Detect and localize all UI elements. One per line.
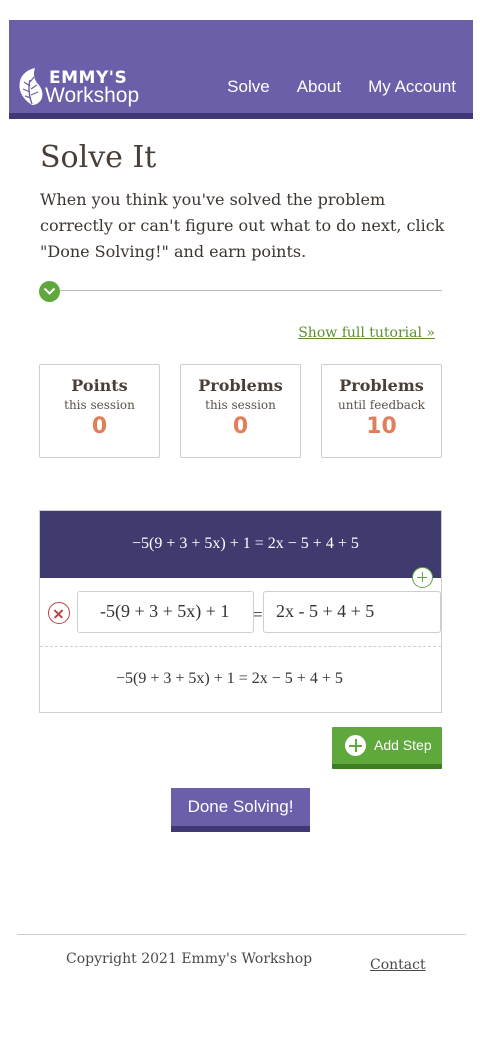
nav-my-account[interactable]: My Account <box>368 77 456 96</box>
show-tutorial-link[interactable]: Show full tutorial » <box>298 325 435 341</box>
plus-circle-icon <box>345 735 366 756</box>
page-title: Solve It <box>40 140 157 175</box>
site-header <box>9 20 473 119</box>
stat-title: Problems <box>198 376 283 395</box>
stat-card-problems-session <box>180 364 301 458</box>
add-step-label: Add Step <box>374 737 432 753</box>
footer-divider <box>17 934 466 935</box>
progress-track <box>40 290 442 291</box>
problem-workspace <box>39 510 442 713</box>
intro-text: When you think you've solved the problem correctly or can't figure out what to do next, click "Done Solving!" and earn points. <box>40 190 445 261</box>
stat-value: 10 <box>366 414 397 439</box>
step-right-input[interactable] <box>263 591 441 633</box>
equals-sign: = <box>253 605 263 624</box>
stat-card-points <box>39 364 160 458</box>
chevron-down-icon <box>43 286 56 296</box>
step-left-input[interactable] <box>77 591 254 633</box>
step-right-value: 2x - 5 + 4 + 5 <box>276 601 375 621</box>
main-nav <box>200 77 456 97</box>
stat-title: Problems <box>339 376 424 395</box>
nav-solve[interactable]: Solve <box>227 77 270 96</box>
stat-value: 0 <box>91 414 108 439</box>
step-preview: −5(9 + 3 + 5x) + 1 = 2x − 5 + 4 + 5 <box>116 670 343 687</box>
add-step-button[interactable] <box>332 727 442 769</box>
leaf-logo-icon <box>15 68 49 106</box>
stat-subtitle: until feedback <box>338 398 425 412</box>
stat-title: Points <box>71 376 128 395</box>
step-left-value: -5(9 + 3 + 5x) + 1 <box>100 601 230 621</box>
stat-subtitle: this session <box>64 398 135 412</box>
footer-copyright: Copyright 2021 Emmy's Workshop <box>66 951 313 967</box>
nav-about[interactable]: About <box>296 77 342 96</box>
done-solving-button[interactable]: Done Solving! <box>171 788 310 832</box>
logo-text-top: EMMY'S <box>49 68 128 88</box>
step-row <box>40 578 441 647</box>
stat-subtitle: this session <box>205 398 276 412</box>
progress-chevron-icon[interactable] <box>39 281 60 302</box>
logo-text-bottom: Workshop <box>45 84 140 107</box>
remove-step-icon[interactable] <box>48 602 70 624</box>
problem-equation: −5(9 + 3 + 5x) + 1 = 2x − 5 + 4 + 5 <box>132 535 359 552</box>
problem-equation-header <box>40 511 441 578</box>
stat-card-problems-feedback <box>321 364 442 458</box>
site-logo[interactable] <box>15 68 150 108</box>
stat-value: 0 <box>232 414 249 439</box>
footer-contact-link[interactable]: Contact <box>370 957 426 973</box>
